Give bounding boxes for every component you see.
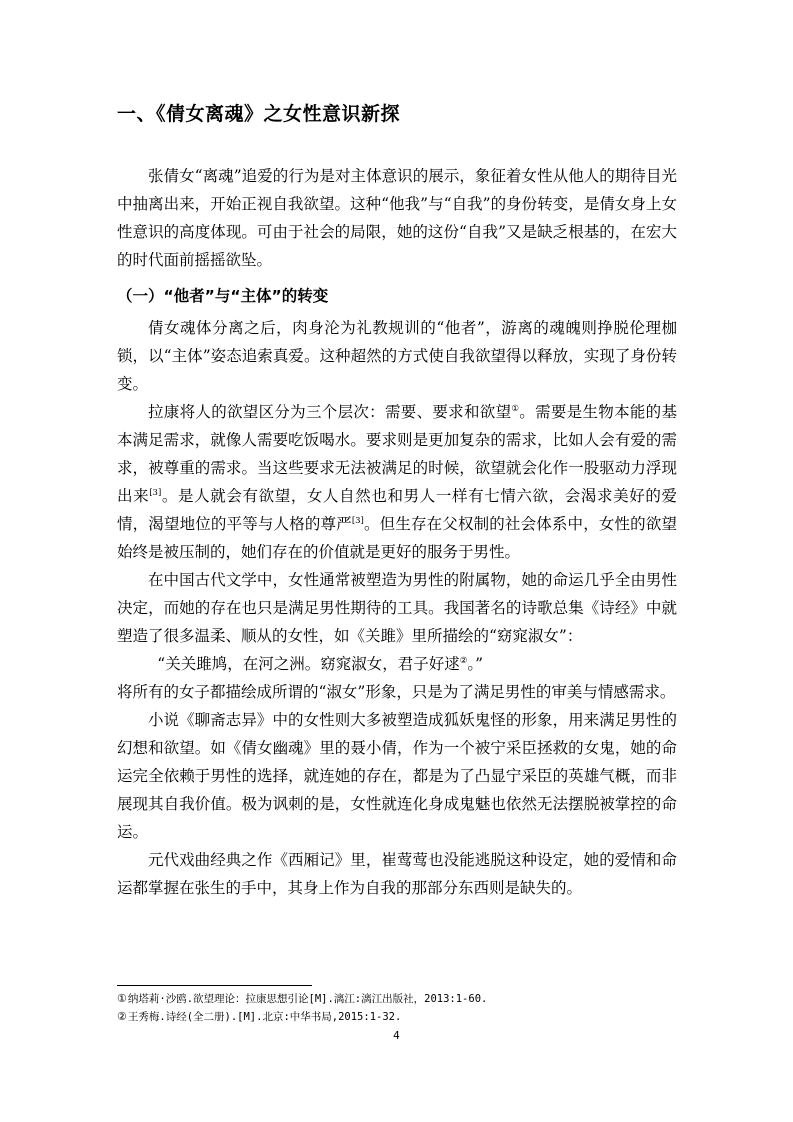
- footnote-ref-2[interactable]: ②: [459, 655, 468, 666]
- subsection-heading: （一）“他者”与“主体”的转变: [117, 287, 329, 305]
- paragraph-4: 将所有的女子都描绘成所谓的“淑女”形象，只是为了满足男性的审美与情感需求。: [117, 683, 676, 701]
- intro-paragraph: 张倩女“离魂”追爱的行为是对主体意识的展示，象征着女性从他人的期待目光中抽离出来，开始正视自我欲望。这种“他我”与“自我”的身份转变，是倩女身上女性意识的高度体现。可由于社会的局限，她的这份“自我”又是缺乏根基的，在宏大的时代面前摇摇欲坠。: [117, 167, 677, 269]
- paragraph-5: 小说《聊斋志异》中的女性则大多被塑造成狐妖鬼怪的形象，用来满足男性的幻想和欲望。如《倩女幽魂》里的聂小倩，作为一个被宁采臣拯救的女鬼，她的命运完全依赖于男性的选择，就连她的存在，都是为了凸显宁采臣的英雄气概，而非展现其自我价值。极为讽刺的是，女性就连化身成鬼魅也依然无法摆脱被掌控的命运。: [117, 711, 677, 841]
- footnotes: [117, 990, 677, 1026]
- footnote-divider: [117, 985, 312, 986]
- paragraph-2: 拉康将人的欲望区分为三个层次：需要、要求和欲望①。需要是生物本能的基本满足需求，就像人需要吃饭喝水。要求则是更加复杂的需求，比如人会有爱的需求，被尊重的需求。当这些要求无法被满足的时候，欲望就会化作一股驱动力浮现出来[3]。是人就会有欲望，女人自然也和男人一样有七情六欲，会渴求美好的爱情，渴望地位的平等与人格的尊严[3]。但生存在父权制的社会体系中，女性的欲望始终是被压制的，她们存在的价值就是更好的服务于男性。: [117, 403, 677, 561]
- footnote-2: ②王秀梅.诗经(全二册).[M].北京:中华书局,2015:1-32.: [117, 1010, 402, 1023]
- paragraph-6: 元代戏曲经典之作《西厢记》里，崔莺莺也没能逃脱这种设定，她的爱情和命运都掌握在张生的手中，其身上作为自我的那部分东西则是缺失的。: [117, 851, 677, 897]
- section-heading: 一、《倩女离魂》之女性意识新探: [117, 103, 401, 125]
- paragraph-1: 倩女魂体分离之后，肉身沦为礼教规训的“他者”，游离的魂魄则挣脱伦理枷锁，以“主体”姿态追索真爱。这种超然的方式使自我欲望得以释放，实现了身份转变。: [117, 319, 677, 393]
- paragraph-3: 在中国古代文学中，女性通常被塑造为男性的附属物，她的命运几乎全由男性决定，而她的存在也只是满足男性期待的工具。我国著名的诗歌总集《诗经》中就塑造了很多温柔、顺从的女性，如《关雎》里所描绘的“窈窕淑女”：: [117, 571, 677, 645]
- citation-ref[interactable]: [3]: [149, 487, 162, 498]
- footnote-1: ①纳塔莉·沙鸥.欲望理论：拉康思想引论[M].漓江:漓江出版社，2013:1-60.: [117, 992, 488, 1005]
- citation-ref[interactable]: [3]: [351, 515, 364, 526]
- body-content: [117, 100, 677, 902]
- page-number: 4: [393, 1030, 400, 1042]
- poem-quote: “关关雎鸠，在河之洲。窈窕淑女，君子好逑②。”: [157, 655, 484, 673]
- footnote-ref-1[interactable]: ①: [511, 403, 520, 414]
